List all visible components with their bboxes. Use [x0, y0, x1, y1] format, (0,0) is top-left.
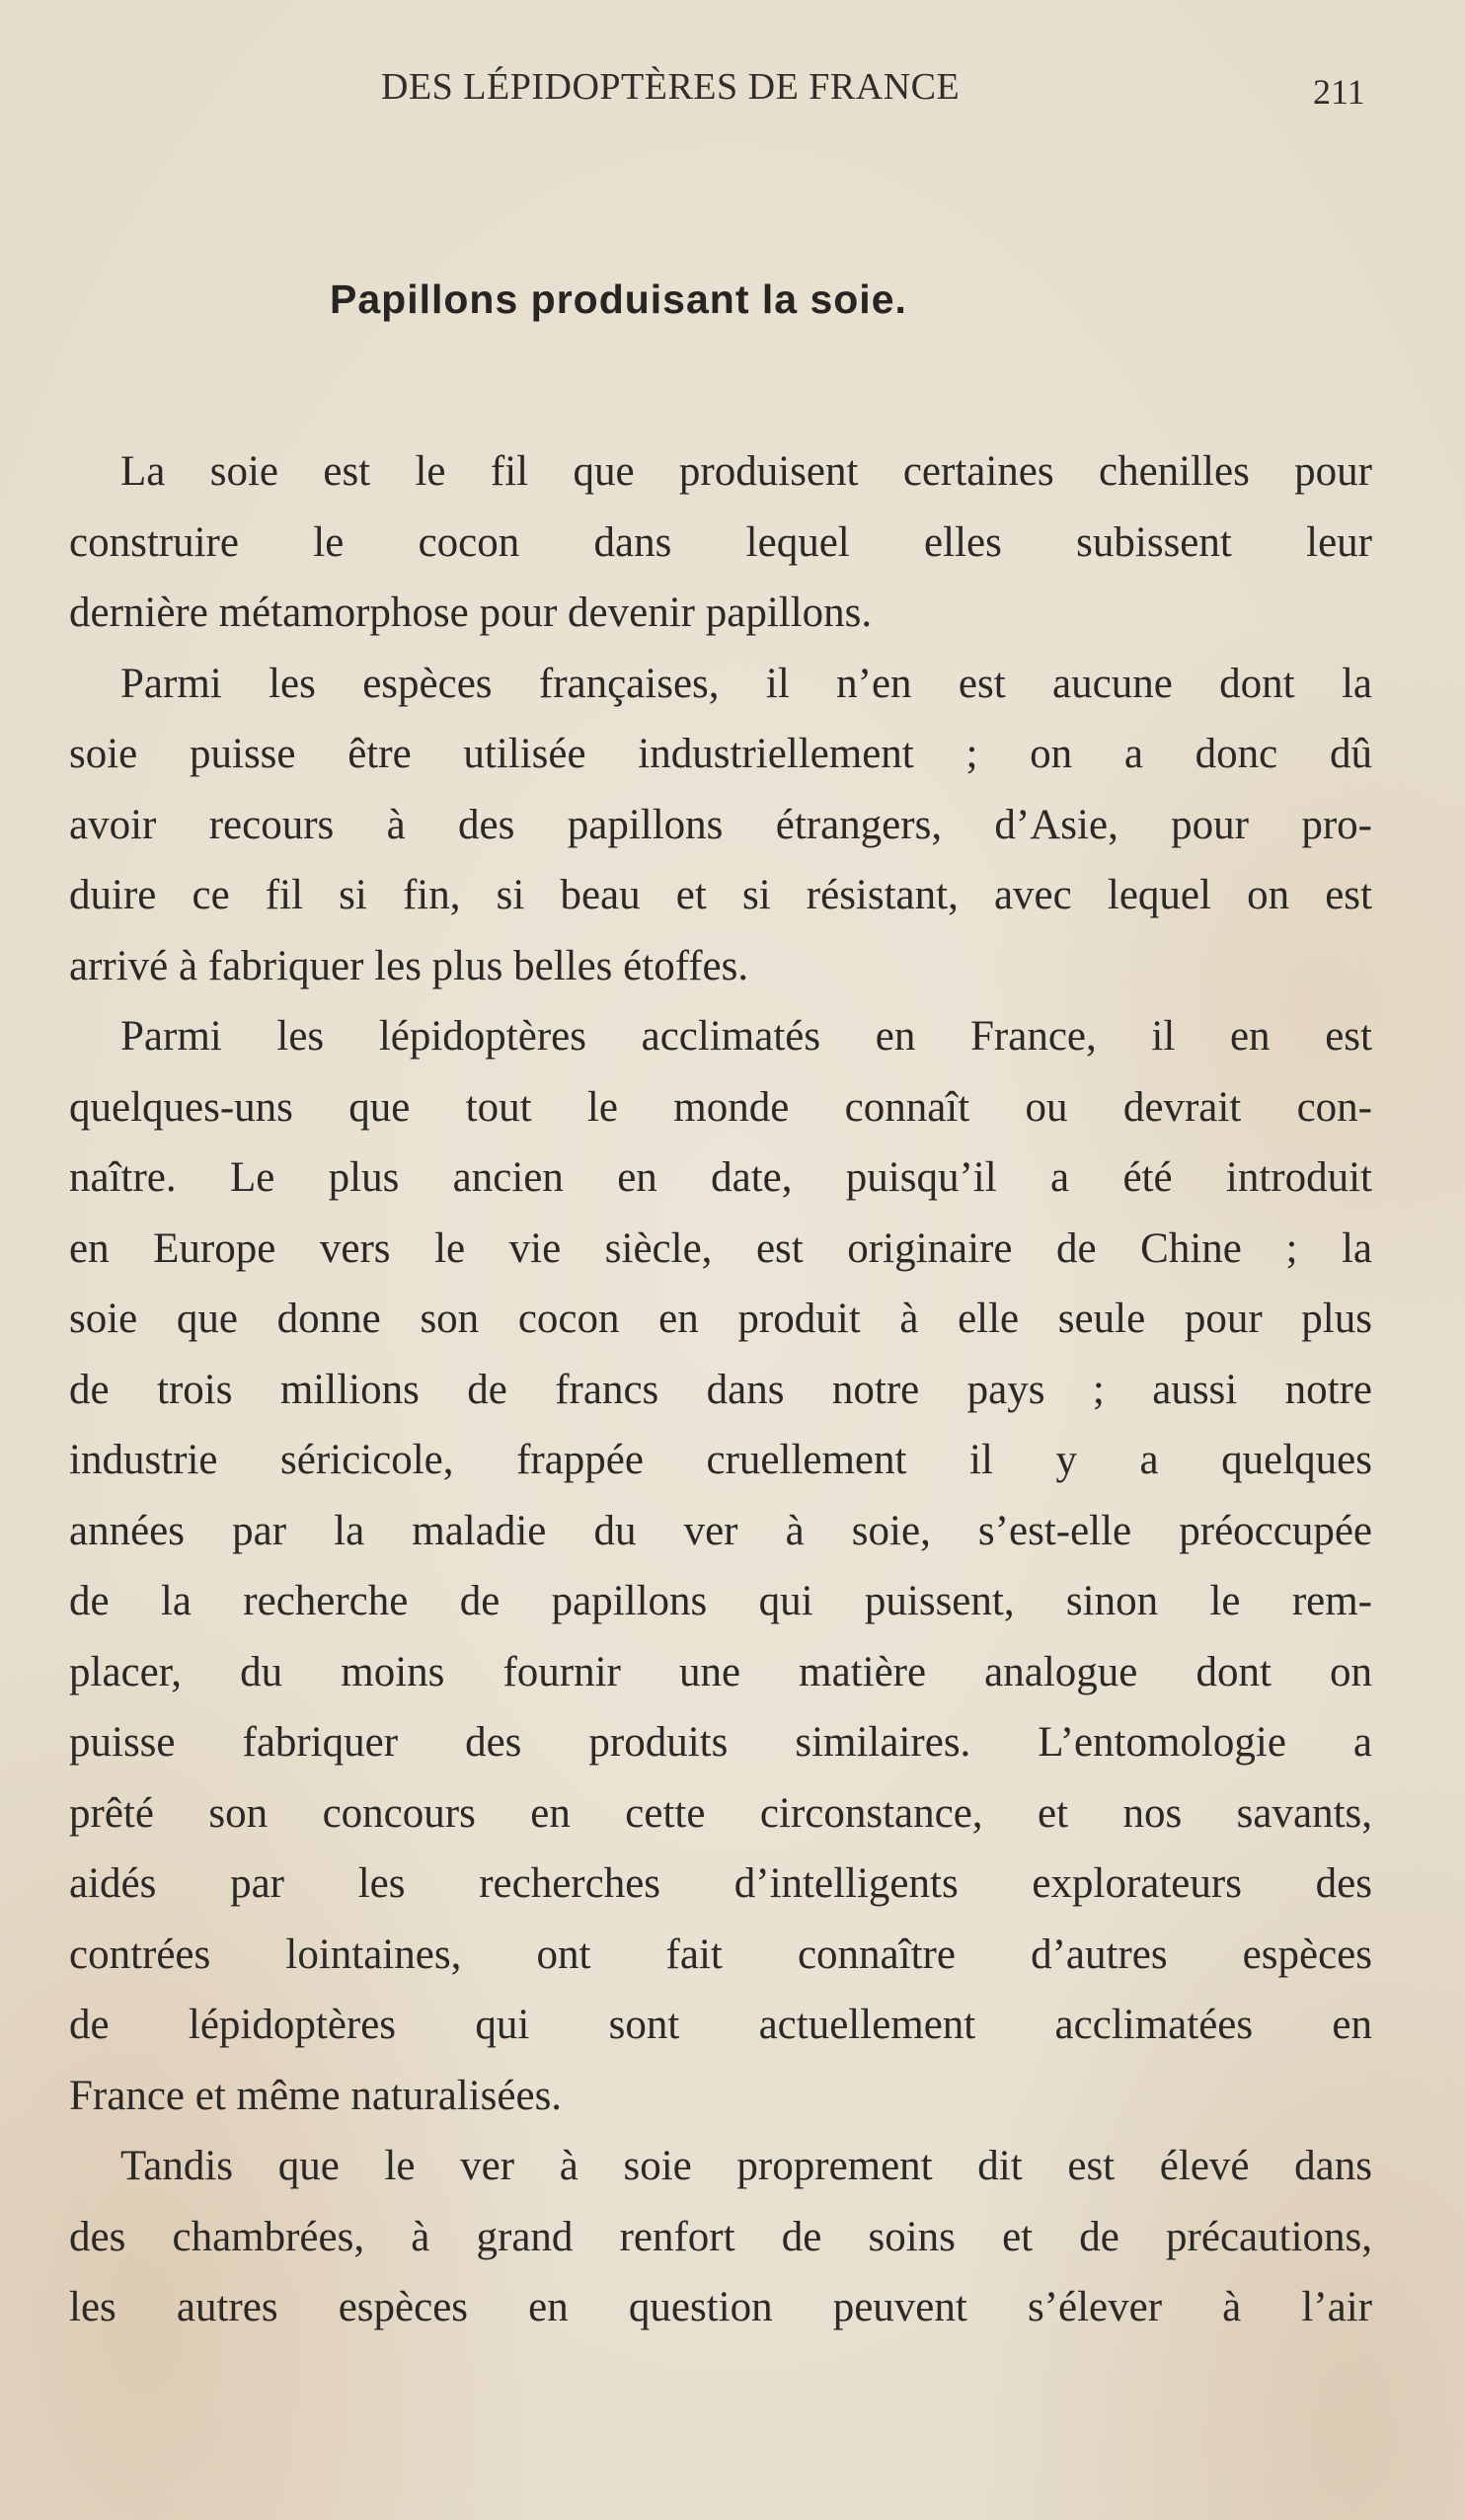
text-line: quelques-uns que tout le monde connaît ou devrait con- — [69, 1083, 1372, 1131]
text-line: naître. Le plus ancien en date, puisqu’il a été introduit — [69, 1154, 1372, 1201]
text-line: de trois millions de francs dans notre pays ; aussi notre — [69, 1366, 1372, 1413]
paragraph-3 — [69, 1001, 1372, 2131]
text-line: aidés par les recherches d’intelligents explorateurs des — [69, 1860, 1372, 1907]
paragraph-2 — [69, 649, 1372, 1002]
text-line: arrivé à fabriquer les plus belles étoffes. — [69, 942, 749, 989]
text-line: Parmi les espèces françaises, il n’en est aucune dont la — [120, 660, 1372, 707]
text-line: des chambrées, à grand renfort de soins et de précautions, — [69, 2213, 1372, 2260]
section-title: Papillons produisant la soie. — [330, 276, 907, 322]
text-line: prêté son concours en cette circonstance, et nos savants, — [69, 1789, 1372, 1837]
text-line: soie puisse être utilisée industriellement ; on a donc dû — [69, 731, 1372, 777]
text-line: La soie est le fil que produisent certaines chenilles pour — [120, 448, 1372, 495]
text-line: placer, du moins fournir une matière analogue dont on — [69, 1648, 1372, 1695]
text-line: de la recherche de papillons qui puissent, sinon le rem- — [69, 1578, 1372, 1624]
text-line: années par la maladie du ver à soie, s’est-elle préoccupée — [69, 1507, 1372, 1554]
text-line: en Europe vers le vie siècle, est originaire de Chine ; la — [69, 1224, 1372, 1272]
text-line: duire ce fil si fin, si beau et si résistant, avec lequel on est — [69, 872, 1372, 918]
text-line: de lépidoptères qui sont actuellement acclimatées en — [69, 2002, 1372, 2048]
text-line: soie que donne son cocon en produit à elle seule pour plus — [69, 1296, 1372, 1342]
text-line: contrées lointaines, ont fait connaître d’autres espèces — [69, 1930, 1372, 1978]
page-number: 211 — [1313, 72, 1365, 112]
running-head: DES LÉPIDOPTÈRES DE FRANCE — [381, 66, 961, 108]
text-line: France et même naturalisées. — [69, 2072, 563, 2119]
text-line: Parmi les lépidoptères acclimatés en France, il en est — [120, 1013, 1372, 1060]
text-line: puisse fabriquer des produits similaires. L’entomologie a — [69, 1719, 1372, 1766]
text-line: industrie séricicole, frappée cruellement il y a quelques — [69, 1437, 1372, 1483]
text-line: Tandis que le ver à soie proprement dit est élevé dans — [120, 2143, 1372, 2189]
text-line: construire le cocon dans lequel elles subissent leur — [69, 518, 1372, 566]
text-line: dernière métamorphose pour devenir papillons. — [69, 590, 873, 636]
paragraph-4 — [69, 2131, 1372, 2343]
paragraph-1 — [69, 436, 1372, 649]
body-text — [69, 436, 1372, 2343]
text-line: les autres espèces en question peuvent s’élever à l’air — [69, 2284, 1372, 2330]
text-line: avoir recours à des papillons étrangers, d’Asie, pour pro- — [69, 801, 1372, 848]
